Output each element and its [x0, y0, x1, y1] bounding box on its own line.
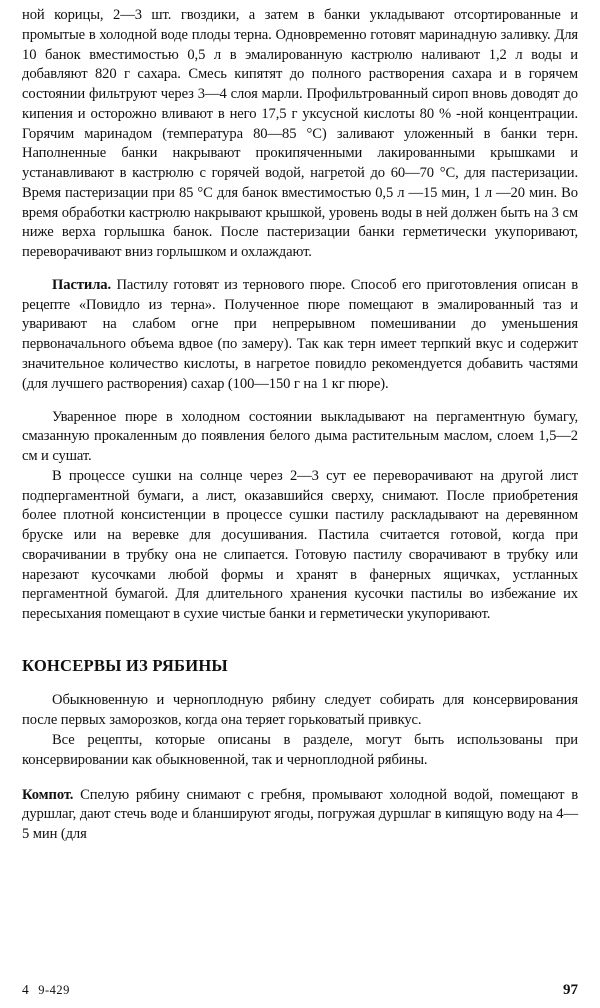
- footer-signature: [22, 982, 70, 998]
- recipe-text-pastila: Пастилу готовят из тернового пюре. Способ его приготовления описан в рецепте «Повидло из терна». Полученное пюре помещают в эмалированный таз и уваривают на слабом огне при непрерывном помешивании до уменьшения первоначального объема вдвое (по замеру). Так как терн имеет терпкий вкус и содержит значительное количество кислоты, в нагретое повидло рекомендуется добавить частями (для лучшего растворения) сахар (100—150 г на 1 кг пюре).: [22, 276, 578, 392]
- page-body: [22, 6, 578, 845]
- paragraph-kompot: [22, 786, 578, 845]
- paragraph-pastila-2: Уваренное пюре в холодном состоянии выкладывают на пергаментную бумагу, смазанную прокаленным до появления белого дыма растительным маслом, слоем 1,5—2 см и сушат.: [22, 408, 578, 465]
- signature-code: 9-429: [38, 983, 70, 997]
- recipe-lead-pastila: Пастила.: [52, 276, 112, 293]
- paragraph-pastila-3: В процессе сушки на солнце через 2—3 сут ее переворачивают на другой лист подпергаментной бумаги, а лист, оказавшийся сверху, снимают. После приобретения более плотной консистенции в процессе сушки пастилу раскладывают на деревянном бруске или на веревке для досушивания. Пастила считается готовой, когда при сворачивании в трубку она не слипается. Готовую пастилу сворачивают в трубку или нарезают кусочками любой формы и хранят в фанерных ящичках, устланных пергаментной бумагой. Для длительного хранения кусочки пастилы во избежание их пересыхания помещают в сухие чистые банки и герметически укупоривают.: [22, 467, 578, 623]
- signature-number: 4: [22, 982, 30, 997]
- paragraph-section-intro-1: Обыкновенную и черноплодную рябину следует собирать для консервирования после первых заморозков, когда она теряет горьковатый привкус.: [22, 692, 578, 729]
- paragraph-section-intro-2: Все рецепты, которые описаны в разделе, могут быть использованы при консервировании как обыкновенной, так и черноплодной рябины.: [22, 731, 578, 768]
- page-number: 97: [563, 982, 578, 998]
- page-footer: [22, 982, 578, 999]
- section-title: КОНСЕРВЫ ИЗ РЯБИНЫ: [22, 655, 228, 675]
- paragraph-pastila: [22, 276, 578, 395]
- recipe-text-kompot: Спелую рябину снимают с гребня, промывают холодной водой, помещают в дуршлаг, дают стечь воде и бланшируют ягоды, погружая дуршлаг в кипящую воду на 4—5 мин (для: [22, 786, 578, 843]
- paragraph-continued: ной корицы, 2—3 шт. гвоздики, а затем в банки укладывают отсортированные и промытые в холодной воде плоды терна. Одновременно готовят маринадную заливку. Для 10 банок вместимостью 0,5 л в эмалированную кастрюлю наливают 1,2 л воды и добавляют 820 г сахара. Смесь кипятят до полного растворения сахара и в горячем состоянии фильтруют через 3—4 слоя марли. Профильтрованный сироп вновь доводят до кипения и осторожно вливают в него 17,5 г уксусной кислоты 80 % -ной концентрации. Горячим маринадом (температура 80—85 °С) заливают уложенный в банки терн. Наполненные банки накрывают прокипяченными лакированными крышками и устанавливают в кастрюлю с горячей водой, нагретой до 60—70 °С, для пастеризации. Время пастеризации при 85 °С для банок вместимостью 0,5 л —15 мин, 1 л —20 мин. Во время обработки кастрюлю накрывают крышкой, уровень воды в ней должен быть на 3 см ниже верха горлышка банок. После пастеризации банки герметически укупоривают, переворачивают вниз горлышком и охлаждают.: [22, 7, 578, 261]
- recipe-lead-kompot: Компот.: [22, 786, 74, 803]
